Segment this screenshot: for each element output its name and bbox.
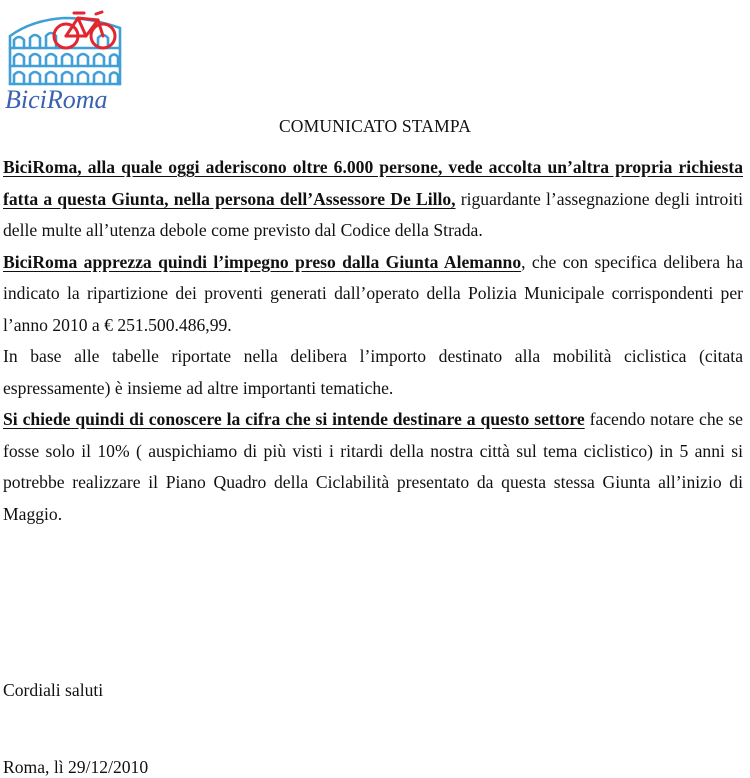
paragraph-2-highlight: BiciRoma apprezza quindi l’impegno preso dalla Giunta Alemanno xyxy=(3,251,522,272)
paragraph-4-highlight: Si chiede quindi di conoscere la cifra che si intende destinare a questo settore xyxy=(3,409,585,429)
closing-salutation: Cordiali saluti xyxy=(3,680,104,700)
paragraph-1-highlight: BiciRoma, alla quale oggi aderiscono oltre 6.000 persone, vede accolta un’altra propria richiesta fatta a questa Giunta, nella persona dell’Assessore De Lillo, xyxy=(3,157,743,209)
logo-text: BiciRoma xyxy=(5,85,108,114)
paragraph-1 xyxy=(3,152,743,247)
document-body xyxy=(3,152,743,530)
paragraph-4-text: facendo notare che se fosse solo il 10% ( auspichiamo di più visti i ritardi della nostra città sul tema ciclistico) in 5 anni si potrebbe realizzare il Piano Quadro della Ciclabilità presentato da questa stessa Giunta all’inizio di Maggio. xyxy=(3,409,743,524)
paragraph-2-text: , che con specifica delibera ha indicato la ripartizione dei proventi generati dall’operato della Polizia Municipale corrispondenti per l’anno 2010 a € 251.500.486,99. xyxy=(3,251,744,335)
colosseum-bicycle-logo-icon xyxy=(2,2,130,114)
paragraph-2 xyxy=(3,247,743,342)
paragraph-1-text: riguardante l’assegnazione degli introiti delle multe all’utenza debole come previsto dal Codice della Strada. xyxy=(3,188,743,240)
dateline: Roma, lì 29/12/2010 xyxy=(3,757,149,777)
paragraph-4 xyxy=(3,404,743,530)
biciroma-logo xyxy=(2,2,130,114)
document-title: COMUNICATO STAMPA xyxy=(278,116,472,136)
paragraph-3: In base alle tabelle riportate nella delibera l’importo destinato alla mobilità ciclistica (citata espressamente) è insieme ad altre importanti tematiche. xyxy=(3,346,743,398)
